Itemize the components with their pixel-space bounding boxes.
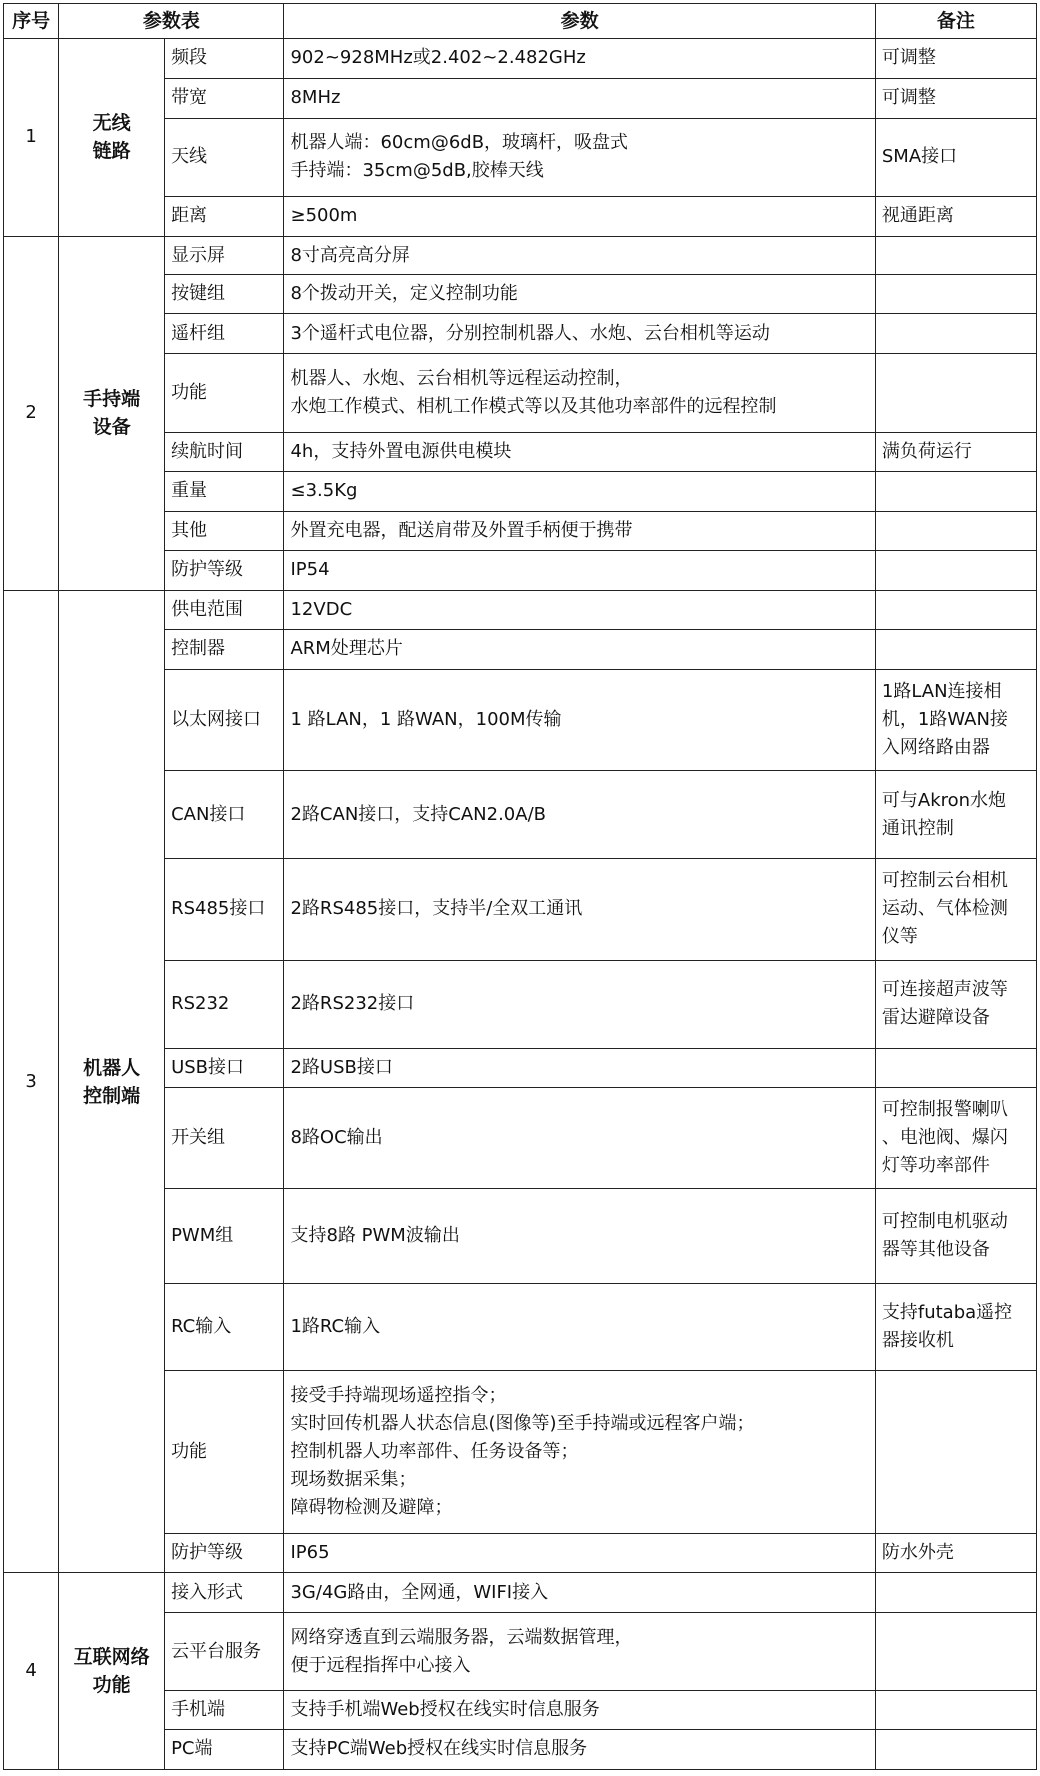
cell-line: 8个拨动开关，定义控制功能	[290, 283, 518, 305]
cell-line: 接受手持端现场遥控指令；	[290, 1385, 507, 1407]
cell-line: 可控制云台相机	[881, 870, 1008, 892]
param-cell	[284, 1189, 875, 1283]
cell-line: 8路OC输出	[290, 1127, 383, 1149]
item-name: 防护等级	[165, 1534, 284, 1573]
group-name	[59, 236, 165, 590]
param-cell	[284, 1534, 875, 1573]
remark-cell	[875, 1049, 1036, 1088]
remark-cell	[875, 1371, 1036, 1534]
item-name: PC端	[165, 1729, 284, 1769]
cell-line: 8MHz	[290, 87, 341, 109]
cell-line: 可与Akron水炮	[881, 789, 1007, 811]
item-name: 手机端	[165, 1691, 284, 1730]
cell-line: 1路LAN连接相	[881, 680, 1002, 702]
param-cell	[284, 770, 875, 859]
item-name: 其他	[165, 511, 284, 550]
remark-cell	[875, 669, 1036, 770]
param-cell	[284, 275, 875, 314]
remark-cell	[875, 314, 1036, 354]
param-cell	[284, 629, 875, 669]
cell-line: 8寸高亮高分屏	[290, 244, 410, 266]
cell-line: 实时回传机器人状态信息(图像等)至手持端或远程客户端；	[290, 1413, 755, 1435]
remark-cell	[875, 472, 1036, 512]
cell-line: 可调整	[881, 47, 936, 69]
cell-line: 2路CAN接口，支持CAN2.0A/B	[290, 803, 546, 825]
remark-cell	[875, 275, 1036, 314]
item-name: 云平台服务	[165, 1613, 284, 1691]
param-cell	[284, 196, 875, 236]
param-cell	[284, 1573, 875, 1613]
remark-cell	[875, 1691, 1036, 1730]
remark-cell	[875, 960, 1036, 1049]
group-name	[59, 590, 165, 1573]
cell-line: 机器人	[83, 1056, 141, 1079]
remark-cell	[875, 859, 1036, 960]
parameter-table	[3, 3, 1037, 1770]
cell-line: SMA接口	[881, 146, 958, 168]
item-name: 供电范围	[165, 590, 284, 629]
cell-line: 机，1路WAN接	[881, 708, 1008, 730]
header-no: 序号	[4, 4, 59, 39]
cell-line: 入网络路由器	[881, 736, 990, 758]
cell-line: 外置充电器，配送肩带及外置手柄便于携带	[290, 519, 633, 541]
group-number: 2	[4, 236, 59, 590]
item-name: 接入形式	[165, 1573, 284, 1613]
cell-line: 4h，支持外置电源供电模块	[290, 441, 512, 463]
cell-line: 灯等功率部件	[881, 1155, 990, 1177]
cell-line: 障碍物检测及避障；	[290, 1497, 453, 1519]
param-cell	[284, 550, 875, 590]
cell-line: 视通距离	[881, 205, 954, 227]
group-number: 1	[4, 39, 59, 237]
cell-line: 可控制报警喇叭	[881, 1099, 1008, 1121]
remark-cell	[875, 433, 1036, 472]
item-name: 天线	[165, 118, 284, 196]
item-name: 续航时间	[165, 433, 284, 472]
table-row	[4, 590, 1037, 629]
item-name: 距离	[165, 196, 284, 236]
item-name: 重量	[165, 472, 284, 512]
param-cell	[284, 39, 875, 79]
cell-line: 3个遥杆式电位器，分别控制机器人、水炮、云台相机等运动	[290, 322, 770, 344]
table-row	[4, 236, 1037, 275]
param-cell	[284, 1088, 875, 1189]
item-name: PWM组	[165, 1189, 284, 1283]
remark-cell	[875, 1189, 1036, 1283]
cell-line: 手持端	[83, 388, 141, 411]
cell-line: 无线	[92, 112, 131, 135]
remark-cell	[875, 590, 1036, 629]
cell-line: 互联网络	[73, 1646, 150, 1669]
item-name: RS232	[165, 960, 284, 1049]
remark-cell	[875, 1729, 1036, 1769]
param-cell	[284, 1371, 875, 1534]
remark-cell	[875, 550, 1036, 590]
cell-line: 机器人端：60cm@6dB，玻璃杆，吸盘式	[290, 132, 629, 154]
item-name: 带宽	[165, 78, 284, 118]
cell-line: 支持手机端Web授权在线实时信息服务	[290, 1698, 600, 1720]
cell-line: 网络穿透直到云端服务器，云端数据管理，	[290, 1626, 633, 1648]
cell-line: ≤3.5Kg	[290, 480, 358, 502]
param-cell	[284, 960, 875, 1049]
cell-line: 1 路LAN，1 路WAN，100M传输	[290, 708, 562, 730]
param-cell	[284, 1049, 875, 1088]
param-cell	[284, 1729, 875, 1769]
param-cell	[284, 511, 875, 550]
param-cell	[284, 433, 875, 472]
cell-line: 机器人、水炮、云台相机等远程运动控制，	[290, 368, 633, 390]
param-cell	[284, 1283, 875, 1371]
group-name	[59, 1573, 165, 1770]
group-name	[59, 39, 165, 237]
cell-line: 仪等	[881, 926, 918, 948]
cell-line: 可连接超声波等	[881, 979, 1008, 1001]
table-body	[4, 39, 1037, 1770]
remark-cell	[875, 1283, 1036, 1371]
remark-cell	[875, 196, 1036, 236]
cell-line: 、电池阀、爆闪	[881, 1127, 1008, 1149]
item-name: 按键组	[165, 275, 284, 314]
remark-cell	[875, 118, 1036, 196]
remark-cell	[875, 39, 1036, 79]
cell-line: 现场数据采集；	[290, 1469, 417, 1491]
item-name: 功能	[165, 1371, 284, 1534]
item-name: 以太网接口	[165, 669, 284, 770]
cell-line: 设备	[92, 416, 131, 439]
remark-cell	[875, 1088, 1036, 1189]
cell-line: 12VDC	[290, 598, 353, 620]
remark-cell	[875, 629, 1036, 669]
cell-line: 雷达避障设备	[881, 1007, 990, 1029]
remark-cell	[875, 1534, 1036, 1573]
remark-cell	[875, 78, 1036, 118]
cell-line: 1路RC输入	[290, 1315, 381, 1337]
cell-line: 水炮工作模式、相机工作模式等以及其他功率部件的远程控制	[290, 396, 777, 418]
remark-cell	[875, 1573, 1036, 1613]
item-name: 功能	[165, 354, 284, 433]
item-name: 显示屏	[165, 236, 284, 275]
cell-line: IP65	[290, 1542, 330, 1564]
table-row	[4, 39, 1037, 79]
header-table: 参数表	[59, 4, 284, 39]
cell-line: 支持futaba遥控	[881, 1301, 1013, 1323]
group-number: 3	[4, 590, 59, 1573]
param-cell	[284, 859, 875, 960]
item-name: RS485接口	[165, 859, 284, 960]
cell-line: 2路RS232接口	[290, 993, 415, 1015]
cell-line: 通讯控制	[881, 817, 954, 839]
cell-line: 控制端	[83, 1084, 141, 1107]
param-cell	[284, 314, 875, 354]
cell-line: 2路RS485接口，支持半/全双工通讯	[290, 898, 583, 920]
header-row	[4, 4, 1037, 39]
cell-line: 可控制电机驱动	[881, 1210, 1008, 1232]
cell-line: 控制机器人功率部件、任务设备等；	[290, 1441, 579, 1463]
remark-cell	[875, 770, 1036, 859]
param-cell	[284, 118, 875, 196]
param-cell	[284, 1691, 875, 1730]
item-name: USB接口	[165, 1049, 284, 1088]
cell-line: 满负荷运行	[881, 441, 972, 463]
cell-line: 功能	[92, 1674, 131, 1697]
param-cell	[284, 236, 875, 275]
cell-line: IP54	[290, 559, 330, 581]
cell-line: 2路USB接口	[290, 1057, 393, 1079]
cell-line: 支持PC端Web授权在线实时信息服务	[290, 1738, 588, 1760]
item-name: 频段	[165, 39, 284, 79]
cell-line: 可调整	[881, 87, 936, 109]
remark-cell	[875, 354, 1036, 433]
cell-line: 链路	[92, 140, 131, 163]
cell-line: 902~928MHz或2.402~2.482GHz	[290, 47, 586, 69]
param-cell	[284, 472, 875, 512]
param-cell	[284, 669, 875, 770]
item-name: CAN接口	[165, 770, 284, 859]
group-number: 4	[4, 1573, 59, 1770]
cell-line: 防水外壳	[881, 1542, 954, 1564]
cell-line: 器等其他设备	[881, 1238, 990, 1260]
cell-line: 3G/4G路由，全网通，WIFI接入	[290, 1581, 549, 1603]
item-name: 遥杆组	[165, 314, 284, 354]
cell-line: ARM处理芯片	[290, 638, 403, 660]
header-remark: 备注	[875, 4, 1036, 39]
item-name: 防护等级	[165, 550, 284, 590]
remark-cell	[875, 1613, 1036, 1691]
param-cell	[284, 590, 875, 629]
cell-line: 手持端：35cm@5dB,胶棒天线	[290, 160, 544, 182]
param-cell	[284, 354, 875, 433]
param-cell	[284, 1613, 875, 1691]
cell-line: ≥500m	[290, 205, 358, 227]
item-name: RC输入	[165, 1283, 284, 1371]
cell-line: 器接收机	[881, 1329, 954, 1351]
param-cell	[284, 78, 875, 118]
table-row	[4, 1573, 1037, 1613]
remark-cell	[875, 236, 1036, 275]
cell-line: 支持8路 PWM波输出	[290, 1224, 460, 1246]
cell-line: 运动、气体检测	[881, 898, 1008, 920]
cell-line: 便于远程指挥中心接入	[290, 1654, 471, 1676]
header-param: 参数	[284, 4, 875, 39]
remark-cell	[875, 511, 1036, 550]
item-name: 开关组	[165, 1088, 284, 1189]
item-name: 控制器	[165, 629, 284, 669]
